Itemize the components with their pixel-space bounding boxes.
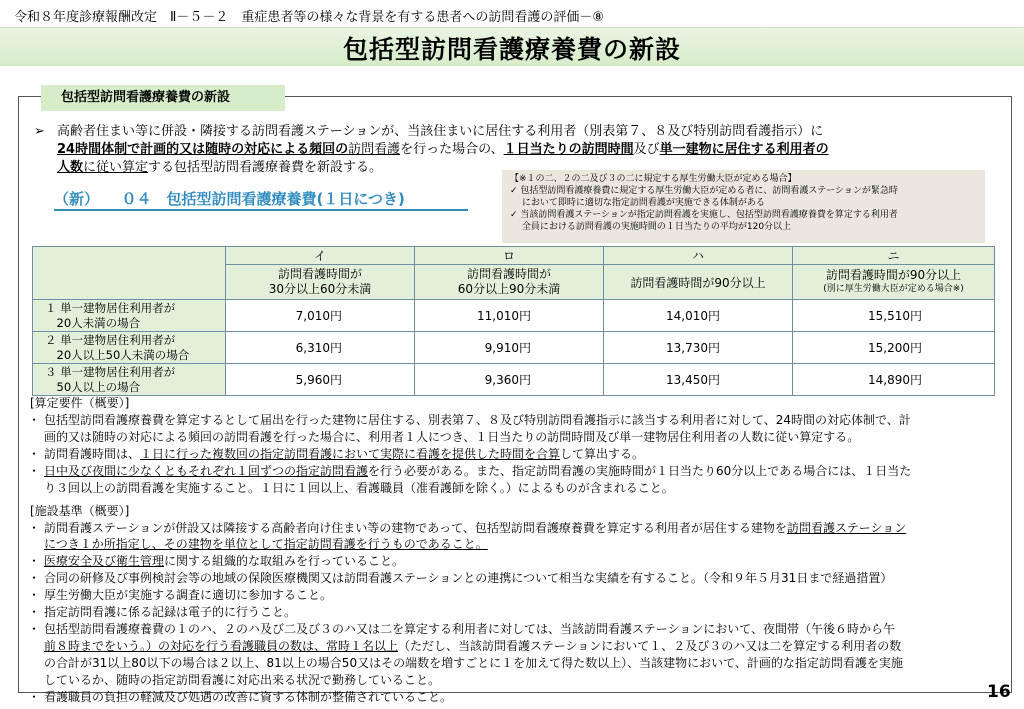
lead-l3d: する包括型訪問看護療養費を新設する。	[148, 160, 383, 175]
fac-p2	[44, 552, 404, 570]
req-p1b: 画的又は随時の対応による頻回の訪問看護を行った場合に、利用者１人につき、１日当たりの訪問時間及び単一建物居住利用者の人数に従い算定する。	[44, 430, 860, 444]
col-sub-text: 訪問看護時間が	[277, 267, 362, 281]
req-heading: [算定要件（概要）]	[30, 396, 130, 410]
lead-bullet: ➢	[34, 124, 45, 139]
req-p2c: して算出する。	[560, 447, 645, 461]
fee-cell: 13,730円	[604, 332, 793, 364]
fee-cell: 15,510円	[793, 300, 995, 332]
fac-p5: 指定訪問看護に係る記録は電子的に行うこと。	[44, 605, 297, 619]
row-label: ２ 単一建物居住利用者が	[45, 332, 176, 347]
section-label: 包括型訪問看護療養費の新設	[41, 85, 285, 111]
bullet-dot: ・	[28, 571, 41, 585]
row-header-3	[33, 364, 226, 396]
col-sub-ni	[793, 265, 995, 300]
note-box	[502, 170, 985, 243]
req-p3a: 日中及び夜間に少なくともそれぞれ１回ずつの指定訪問看護	[44, 464, 369, 478]
fee-cell: 6,310円	[226, 332, 415, 364]
bullet-dot: ・	[28, 464, 41, 478]
lead-l2c: を行った場合の、	[400, 142, 504, 157]
fee-cell: 15,200円	[793, 332, 995, 364]
fac-p6e: しているか、随時の指定訪問看護に対応出来る状況で勤務していること。	[44, 673, 441, 687]
bullet-dot: ・	[28, 447, 41, 461]
fee-cell: 9,360円	[415, 364, 604, 396]
req-p1a: 包括型訪問看護療養費を算定するとして届出を行った建物に居住する、別表第７、８及び特別訪問看護指示に該当する利用者に対して、24時間の対応体制で、計	[44, 413, 911, 427]
fee-cell: 14,890円	[793, 364, 995, 396]
fac-p3: 合同の研修及び事例検討会等の地域の保険医療機関又は訪問看護ステーションとの連携について相当な実績を有すること。（令和９年５月31日まで経過措置）	[44, 571, 893, 585]
col-sub-i	[226, 265, 415, 300]
bullet-dot: ・	[28, 521, 41, 535]
col-header-ha: ハ	[604, 247, 793, 265]
bullet-dot: ・	[28, 605, 41, 619]
req-p3	[44, 462, 911, 480]
note-item: 全員における訪問看護の実施時間の１日当たりの平均が120分以上	[510, 222, 792, 232]
req-p2a: 訪問看護時間は、	[44, 447, 141, 461]
new-item-underline	[54, 209, 468, 211]
col-sub-ha: 訪問看護時間が90分以上	[604, 265, 793, 300]
col-sub-text: 訪問看護時間が90分以上	[825, 268, 962, 282]
row-label: ３ 単一建物居住利用者が	[45, 364, 176, 379]
note-item: において即時に適切な指定訪問看護が実施できる体制がある	[510, 198, 765, 208]
fee-cell: 7,010円	[226, 300, 415, 332]
header-text: 令和８年度診療報酬改定 Ⅱ－５－２ 重症患者等の様々な背景を有する患者への訪問看護の評価－⑧	[14, 10, 605, 25]
fee-cell: 9,910円	[415, 332, 604, 364]
fac-p1c: につき１か所指定し、その建物を単位として指定訪問看護を行うものであること。	[44, 537, 488, 551]
fee-cell: 5,960円	[226, 364, 415, 396]
fac-p2a: 医療安全及び衛生管理	[44, 554, 165, 568]
lead-l3b: に	[83, 160, 97, 175]
col-sub-text: 60分以上90分未満	[457, 282, 561, 296]
lead-l2a: 24時間体制で計画的又は随時の対応による頻回の	[57, 142, 349, 157]
col-header-i: イ	[226, 247, 415, 265]
row-label: 20人以上50人未満の場合	[45, 347, 190, 362]
fac-p6b: 前８時までをいう。）の対応を行う看護職員の数は、常時１名以上	[44, 639, 399, 653]
req-p3c: り３回以上の訪問看護を実施すること。１日に１回以上、看護職員（准看護師を除く。）によるものが含まれること。	[44, 481, 674, 495]
fac-p2b: に関する組織的な取組みを行っていること。	[164, 554, 405, 568]
fac-p6d: の合計が31以上80以下の場合は２以上、81以上の場合50又はその端数を増すごとに１を加えて得た数以上）、当該建物において、計画的な指定訪問看護を実施	[44, 656, 903, 670]
note-item: ✓ 当該訪問看護ステーションが指定訪問看護を実施し、包括型訪問看護療養費を算定する利用者	[510, 210, 898, 220]
lead-line-1: 高齢者住まい等に併設・隣接する訪問看護ステーションが、当該住まいに居住する利用者（別表第７、８及び特別訪問看護指示）に	[57, 124, 824, 139]
lead-l3c: 従い算定	[96, 160, 149, 175]
bullet-dot: ・	[28, 588, 41, 602]
col-header-ni: ニ	[793, 247, 995, 265]
page-number: 16	[987, 682, 1011, 702]
fac-p6-line2	[44, 637, 901, 655]
lead-line-3	[57, 159, 382, 177]
fee-table	[32, 246, 995, 396]
row-label: 20人未満の場合	[45, 315, 141, 330]
fac-heading: [施設基準（概要）]	[30, 504, 130, 518]
fac-p7: 看護職員の負担の軽減及び処遇の改善に資する体制が整備されていること。	[44, 690, 453, 704]
col-header-ro: ロ	[415, 247, 604, 265]
bullet-dot: ・	[28, 413, 41, 427]
req-p2b: １日に行った複数回の指定訪問看護において実際に看護を提供した時間を合算	[140, 447, 561, 461]
note-item: ✓ 包括型訪問看護療養費に規定する厚生労働大臣が定める者に、訪問看護ステーションが緊急時	[510, 186, 898, 196]
fee-cell: 11,010円	[415, 300, 604, 332]
row-header-1	[33, 300, 226, 332]
row-header-2	[33, 332, 226, 364]
bullet-dot: ・	[28, 690, 41, 704]
col-sub-note: (別に厚生労働大臣が定める場合※)	[823, 284, 964, 294]
fac-p6c: （ただし、当該訪問看護ステーションにおいて１、２及び３のハ又は二を算定する利用者の数	[398, 639, 902, 653]
lead-l2b: 訪問看護	[348, 142, 401, 157]
note-title: 【※１の二、２の二及び３の二に規定する厚生労働大臣が定める場合】	[510, 174, 797, 184]
req-p2	[44, 445, 644, 463]
req-p3b: を行う必要がある。また、指定訪問看護の実施時間が１日当たり60分以上である場合には、１日当た	[368, 464, 912, 478]
fac-p4: 厚生労働大臣が実施する調査に適切に参加すること。	[44, 588, 333, 602]
row-label: １ 単一建物居住利用者が	[45, 300, 176, 315]
lead-line-2	[57, 141, 829, 159]
fac-p1a: 訪問看護ステーションが併設又は隣接する高齢者向け住まい等の建物であって、包括型訪問看護療養費を算定する利用者が居住する建物を	[44, 521, 787, 535]
page-title: 包括型訪問看護療養費の新設	[342, 35, 681, 64]
col-sub-text: 30分以上60分未満	[268, 282, 372, 296]
lead-l2f: 単一建物に居住する利用者の	[659, 142, 829, 157]
table-corner	[33, 247, 226, 300]
fee-cell: 13,450円	[604, 364, 793, 396]
bullet-dot: ・	[28, 554, 41, 568]
lead-l3a: 人数	[57, 160, 84, 175]
lead-l2e: 及び	[633, 142, 660, 157]
fac-p1b: 訪問看護ステーション	[786, 521, 907, 535]
row-label: 50人以上の場合	[45, 379, 141, 394]
fee-cell: 14,010円	[604, 300, 793, 332]
bullet-dot: ・	[28, 622, 41, 636]
col-sub-text: 訪問看護時間が	[466, 267, 551, 281]
new-item-heading: （新） ０４ 包括型訪問看護療養費(１日につき)	[54, 190, 405, 208]
col-sub-ro	[415, 265, 604, 300]
lead-l2d: １日当たりの訪問時間	[503, 142, 634, 157]
fac-p6a: 包括型訪問看護療養費の１のハ、２のハ及び二及び３のハ又は二を算定する利用者に対しては、当該訪問看護ステーションにおいて、夜間帯（午後６時から午	[44, 622, 896, 636]
